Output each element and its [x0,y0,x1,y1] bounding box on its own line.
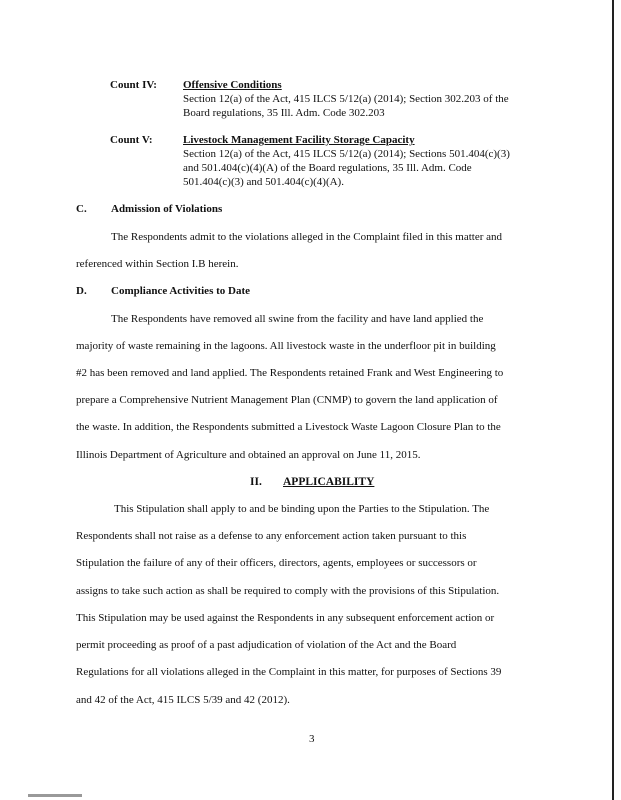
section-ii-title: APPLICABILITY [283,476,375,488]
paragraph-line: The Respondents admit to the violations alleged in the Complaint filed in this matter and [111,231,503,243]
scan-smudge [28,794,82,797]
paragraph-line: Illinois Department of Agriculture and obtained an approval on June 11, 2015. [76,449,421,461]
paragraph-line: Regulations for all violations alleged in the Complaint in this matter, for purposes of Sections 39 [76,666,502,678]
count-iv-line: Board regulations, 35 Ill. Adm. Code 302.203 [183,107,385,119]
paragraph-line: the waste. In addition, the Respondents submitted a Livestock Waste Lagoon Closure Plan to the [76,421,501,433]
section-c-letter: C. [76,203,87,215]
count-v-line: and 501.404(c)(4)(A) of the Board regulations, 35 Ill. Adm. Code [183,162,472,174]
count-iv-title: Offensive Conditions [183,79,282,91]
section-d-letter: D. [76,285,87,297]
count-v-line: Section 12(a) of the Act, 415 ILCS 5/12(a) (2014); Sections 501.404(c)(3) [183,148,510,160]
section-ii-number: II. [250,476,262,488]
paragraph-line: prepare a Comprehensive Nutrient Management Plan (CNMP) to govern the land application of [76,394,498,406]
paragraph-line: The Respondents have removed all swine from the facility and have land applied the [111,313,484,325]
count-v-title: Livestock Management Facility Storage Capacity [183,134,415,146]
paragraph-line: Stipulation the failure of any of their officers, directors, agents, employees or successors or [76,557,477,569]
paragraph-line: referenced within Section I.B herein. [76,258,239,270]
paragraph-line: #2 has been removed and land applied. The Respondents retained Frank and West Engineering to [76,367,504,379]
paragraph-line: This Stipulation may be used against the Respondents in any subsequent enforcement action or [76,612,495,624]
section-c-title: Admission of Violations [111,203,223,215]
page-number: 3 [309,733,315,745]
paragraph-line: permit proceeding as proof of a past adjudication of violation of the Act and the Board [76,639,457,651]
count-v-line: 501.404(c)(3) and 501.404(c)(4)(A). [183,176,344,188]
paragraph-line: assigns to take such action as shall be required to comply with the provisions of this Stipulation. [76,585,500,597]
paragraph-line: Respondents shall not raise as a defense to any enforcement action taken pursuant to this [76,530,467,542]
paragraph-line: and 42 of the Act, 415 ILCS 5/39 and 42 (2012). [76,694,290,706]
scan-edge [612,0,614,800]
paragraph-line: This Stipulation shall apply to and be binding upon the Parties to the Stipulation. The [114,503,490,515]
section-d-title: Compliance Activities to Date [111,285,250,297]
count-iv-label: Count IV: [110,79,157,91]
count-iv-line: Section 12(a) of the Act, 415 ILCS 5/12(a) (2014); Section 302.203 of the [183,93,509,105]
count-v-label: Count V: [110,134,153,146]
paragraph-line: majority of waste remaining in the lagoons. All livestock waste in the underfloor pit in building [76,340,496,352]
